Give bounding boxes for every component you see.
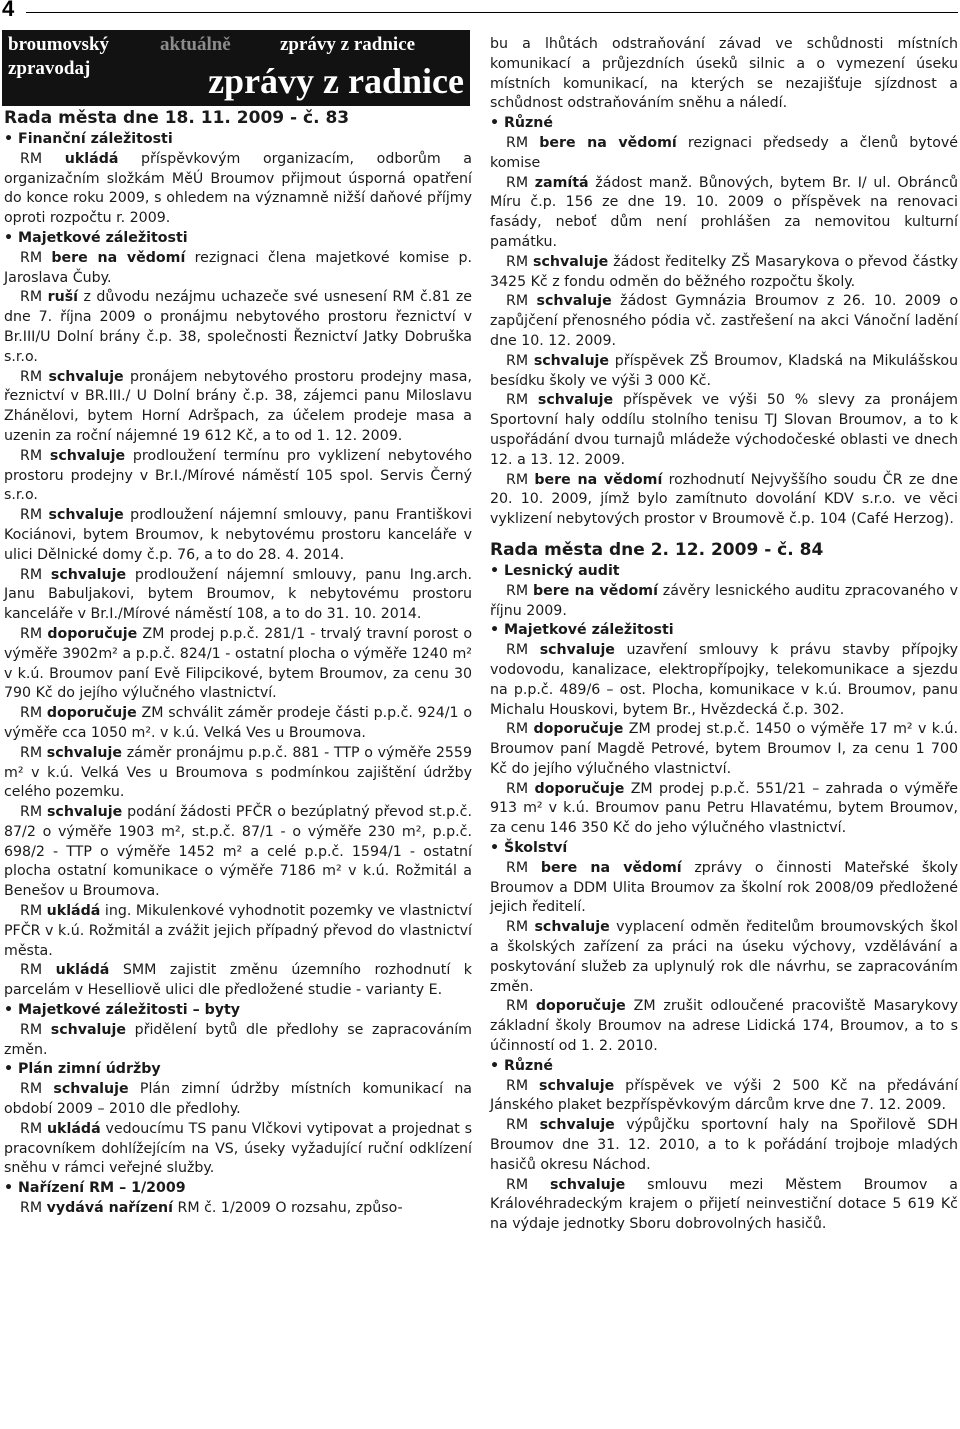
section-banner [2, 30, 470, 106]
resolution-paragraph: RM ukládá ing. Mikulenkové vyhodnotit pozemky ve vlastnictví PFČR v k.ú. Rožmitál a zvážit jejich případný převod do vlastnictví města. [4, 903, 472, 959]
resolution-paragraph: RM schvaluje žádost ředitelky ZŠ Masarykova o převod částky 3425 Kč z fondu odměn do běžného rozpočtu školy. [490, 253, 958, 290]
resolution-paragraph: RM ruší z důvodu nezájmu uchazeče své usnesení RM č.81 ze dne 7. října 2009 o pronájmu nebytového prostoru řeznictví v Br.III/U Dolní brány č.p. 38, společnosti Řeznictví Jatky Dobruška s.r.o. [4, 289, 473, 365]
section-heading: • Majetkové záležitosti – byty [4, 1002, 241, 1019]
resolution-paragraph: RM schvaluje Plán zimní údržby místních komunikací na období 2009 – 2010 dle předlohy. [4, 1081, 473, 1118]
section-heading: • Školství [490, 840, 568, 857]
resolution-paragraph: RM bere na vědomí zprávy o činnosti Mateřské školy Broumov a DDM Ulita Broumov za školní rok 2008/09 předložené jejich ředitelí. [490, 859, 959, 916]
section-heading: • Různé [490, 1057, 554, 1074]
resolution-paragraph: RM schvaluje uzavření smlouvy k právu stavby přípojky vodovodu, kanalizace, elektropřípojky, telekomunikace a sjezdu na p.p.č. 489/6 – ost. Plocha, komunikace v k.ú. Broumov, panu Michalu Houskovi, bytem Br., Hvězdecká č.p. 302. [490, 642, 958, 718]
resolution-paragraph: RM schvaluje příspěvek ve výši 2 500 Kč na předávání Jánského plaket bezpříspěvkovým dárcům krve dne 7. 12. 2009. [490, 1077, 959, 1114]
meeting-heading: Rada města dne 18. 11. 2009 - č. 83 [4, 108, 350, 128]
resolution-paragraph: RM bere na vědomí závěry lesnického auditu zpracovaného v říjnu 2009. [490, 582, 959, 619]
resolution-paragraph: RM schvaluje smlouvu mezi Městem Broumov a Královéhradeckým krajem o přijetí neinvestiční dotace 5 619 Kč na výdaje jednotky Sboru dobrovolných hasičů. [490, 1176, 958, 1233]
page-number: 4 [2, 0, 15, 21]
resolution-paragraph: RM bere na vědomí rezignaci člena majetkové komise p. Jaroslava Čuby. [4, 249, 473, 286]
resolution-paragraph: RM schvaluje přidělení bytů dle předlohy se zapracováním změn. [4, 1021, 473, 1058]
resolution-paragraph: RM vydává nařízení RM č. 1/2009 O rozsahu, způso- [20, 1200, 403, 1217]
banner-publication-line1: broumovský [8, 34, 110, 55]
resolution-paragraph: RM ukládá příspěvkovým organizacím, odborům a organizačním složkám MěÚ Broumov přijmout úsporná opatření do konce roku 2009, s ohledem na významně nižší daňové příjmy oproti rozpočtu r. 2009. [4, 150, 472, 227]
resolution-paragraph: RM doporučuje ZM zrušit odloučené pracoviště Masarykovy základní školy Broumov na adrese Lidická 174, Broumov, a to s účinností od 1. 2. 2010. [490, 998, 958, 1055]
resolution-paragraph: RM schvaluje příspěvek ZŠ Broumov, Kladská na Mikulášskou besídku školy ve výši 3 000 Kč. [490, 352, 958, 389]
left-column [4, 106, 472, 1219]
resolution-paragraph: RM schvaluje pronájem nebytového prostoru prodejny masa, řeznictví v BR.III./ U Dolní brány č.p. 38, zájemci panu Miloslavu Zhánělovi, bytem Horní Adršpach, za účelem prodeje masa a uzenin za roční nájemné 19 612 Kč, a to od 1. 12. 2009. [4, 368, 472, 444]
section-heading: • Různé [490, 115, 554, 132]
resolution-paragraph: RM schvaluje žádost Gymnázia Broumov z 26. 10. 2009 o zapůjčení přenosného pódia vč. zastřešení na akci Vánoční ladění dne 10. 12. 2009. [490, 293, 958, 349]
resolution-paragraph: RM ukládá SMM zajistit změnu územního rozhodnutí k parcelám v Heselliově ulici dle předložené studie - varianty E. [4, 962, 473, 999]
banner-publication-line2: zpravodaj [8, 58, 91, 79]
resolution-paragraph: RM schvaluje prodloužení termínu pro vyklizení nebytového prostoru prodejny v Br.I./Mírové náměstí 105 spol. Servis Černý s.r.o. [4, 447, 472, 504]
resolution-paragraph: RM doporučuje ZM prodej p.p.č. 281/1 - trvalý travní porost o výměře 3902m² a p.p.č. 824/1 - ostatní plocha o výměře 1240 m² v k.ú. Broumov paní Evě Filipcikové, bytem Broumov, za cenu 30 790 Kč do jejího výlučného vlastnictví. [4, 625, 473, 702]
resolution-paragraph: RM doporučuje ZM prodej p.p.č. 551/21 – zahrada o výměře 913 m² v k.ú. Broumov panu Petru Hlavatému, bytem Broumov, za cenu 146 350 Kč do jeho výlučného vlastnictví. [490, 780, 958, 837]
section-heading: • Nařízení RM – 1/2009 [4, 1180, 186, 1197]
right-column [490, 35, 958, 1235]
resolution-paragraph: RM zamítá žádost manž. Bůnových, bytem Br. I/ ul. Obránců Míru č.p. 156 ze dne 19. 10. 2009 o příspěvek na renovaci fasády, neboť dům není prohlášen za nemovitou kulturní památku. [490, 174, 958, 250]
resolution-paragraph: RM schvaluje příspěvek ve výši 50 % slevy za pronájem Sportovní haly oddílu stolního tenisu TJ Slovan Broumov, a to k uspořádání dvou turnajů mládeže východočeské oblasti ve dnech 12. a 13. 12. 2009. [490, 392, 958, 468]
resolution-paragraph: RM schvaluje prodloužení nájemní smlouvy, panu Ing.arch. Janu Babuljakovi, bytem Broumov, k nebytovému prostoru kanceláře v Br.I./Mírové náměstí 108, a to do 31. 10. 2014. [4, 566, 473, 623]
resolution-paragraph: RM bere na vědomí rezignaci předsedy a členů bytové komise [490, 134, 959, 171]
banner-small-title: zprávy z radnice [280, 34, 416, 55]
meeting-heading: Rada města dne 2. 12. 2009 - č. 84 [490, 539, 824, 560]
resolution-paragraph: RM doporučuje ZM prodej st.p.č. 1450 o výměře 17 m² v k.ú. Broumov paní Magdě Petrové, bytem Broumov I, za cenu 1 700 Kč do jejího výlučného vlastnictví. [490, 721, 959, 777]
resolution-paragraph: RM schvaluje vyplacení odměn ředitelům broumovských škol a školských zařízení za práci na úseku výchovy, vzdělávání a poskytování služeb za uplynulý rok dle návrhu, se zapracováním změn. [490, 919, 958, 995]
continued-paragraph: bu a lhůtách odstraňování závad ve schůdnosti místních komunikací a průjezdních úseků silnic a o vymezení úseku místních komunikací, na kterých se nezajišťuje sjízdnost a schůdnost odstraňováním sněhu a náledí. [490, 36, 958, 112]
resolution-paragraph: RM schvaluje podání žádosti PFČR o bezúplatný převod st.p.č. 87/2 o výměře 1903 m², st.p.č. 87/1 - o výměře 230 m², p.p.č. 698/2 - TTP o výměře 1452 m² a celé p.p.č. 1594/1 - ostatní plocha ostatní komunikace o výměře 7186 m² v k.ú. Rožmitál a Benešov u Broumova. [4, 804, 472, 900]
resolution-paragraph: RM ukládá vedoucímu TS panu Vlčkovi vytipovat a projednat s pracovníkem dohlížejícím na VS, úseky vyžadující ruční odklízení sněhu v rámci veřejné služby. [4, 1120, 473, 1177]
section-heading: • Lesnický audit [490, 562, 620, 579]
section-heading: • Finanční záležitosti [4, 131, 173, 147]
resolution-paragraph: RM schvaluje prodloužení nájemní smlouvy, panu Františkovi Kociánovi, bytem Broumov, k nebytovému prostoru kanceláře v ulici Dělnické domy č.p. 76, a to do 28. 4. 2014. [4, 507, 472, 563]
section-heading: • Plán zimní údržby [4, 1061, 161, 1078]
header-rule [26, 12, 958, 13]
resolution-paragraph: RM doporučuje ZM schválit záměr prodeje části p.p.č. 924/1 o výměře cca 1050 m². v k.ú. Velká Ves u Broumova. [4, 705, 473, 741]
section-heading: • Majetkové záležitosti [490, 622, 674, 639]
banner-faded-label: aktuálně [160, 34, 231, 55]
resolution-paragraph: RM bere na vědomí rozhodnutí Nejvyššího soudu ČR ze dne 20. 10. 2009, jímž bylo zamítnuto dovolání KDV s.r.o. ve věci vyklizení nebytových prostor v Broumově č.p. 104 (Café Herzog). [490, 471, 959, 528]
resolution-paragraph: RM schvaluje výpůjčku sportovní haly na Spořilově SDH Broumov dne 31. 12. 2010, a to k pořádání trojboje mladých hasičů okresu Náchod. [490, 1117, 958, 1173]
section-heading: • Majetkové záležitosti [4, 229, 188, 246]
banner-section-title: zprávy z radnice [208, 61, 464, 101]
resolution-paragraph: RM schvaluje záměr pronájmu p.p.č. 881 - TTP o výměře 2559 m² v k.ú. Velká Ves u Broumova s podmínkou zajištění údržby celého pozemku. [4, 744, 472, 801]
